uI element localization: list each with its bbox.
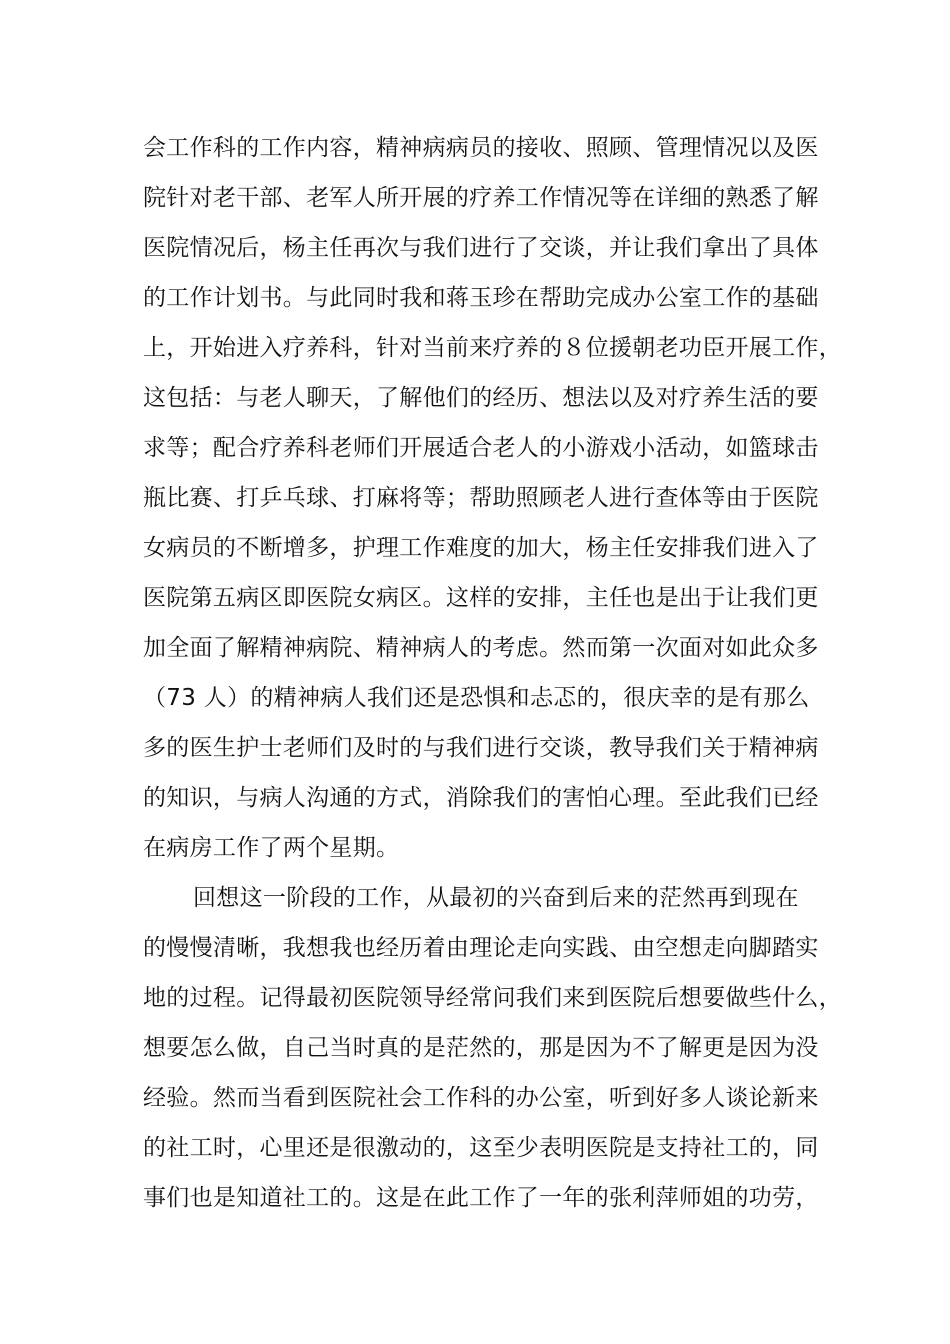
text-line: 这包括：与老人聊天，了解他们的经历、想法以及对疗养生活的要: [143, 385, 819, 411]
text-line: 加全面了解精神病院、精神病人的考虑。然而第一次面对如此众多: [143, 635, 819, 661]
text-line: 想要怎么做，自己当时真的是茫然的，那是因为不了解更是因为没: [143, 1035, 819, 1061]
text-line: 多的医生护士老师们及时的与我们进行交谈，教导我们关于精神病: [143, 735, 819, 761]
text-line: 地的过程。记得最初医院领导经常问我们来到医院后想要做些什么，: [143, 985, 842, 1011]
text-line: 在病房工作了两个星期。: [143, 835, 400, 861]
text-line: 瓶比赛、打乒乓球、打麻将等；帮助照顾老人进行查体等由于医院: [143, 485, 819, 511]
text-line: 上，开始进入疗养科，针对当前来疗养的８位援朝老功臣开展工作，: [143, 335, 842, 361]
text-line: 女病员的不断增多，护理工作难度的加大，杨主任安排我们进入了: [143, 535, 819, 561]
text-line: 的知识，与病人沟通的方式，消除我们的害怕心理。至此我们已经: [143, 785, 819, 811]
text-line: 院针对老干部、老军人所开展的疗养工作情况等在详细的熟悉了解: [143, 185, 819, 211]
text-line: 医院情况后，杨主任再次与我们进行了交谈，并让我们拿出了具体: [143, 235, 819, 261]
text-line: 医院第五病区即医院女病区。这样的安排，主任也是出于让我们更: [143, 585, 819, 611]
text-line: （73 人）的精神病人我们还是恐惧和忐忑的，很庆幸的是有那么: [143, 685, 810, 711]
text-line: 的慢慢清晰，我想我也经历着由理论走向实践、由空想走向脚踏实: [143, 935, 819, 961]
text-line: 求等；配合疗养科老师们开展适合老人的小游戏小活动，如篮球击: [143, 435, 819, 461]
text-line: 经验。然而当看到医院社会工作科的办公室，听到好多人谈论新来: [143, 1085, 819, 1111]
text-line: 会工作科的工作内容，精神病病员的接收、照顾、管理情况以及医: [143, 135, 819, 161]
paragraph-first-line: 回想这一阶段的工作，从最初的兴奋到后来的茫然再到现在: [193, 885, 799, 911]
text-line: 的工作计划书。与此同时我和蒋玉珍在帮助完成办公室工作的基础: [143, 285, 819, 311]
text-line: 事们也是知道社工的。这是在此工作了一年的张利萍师姐的功劳，: [143, 1185, 819, 1211]
text-line: 的社工时，心里还是很激动的，这至少表明医院是支持社工的，同: [143, 1135, 819, 1161]
